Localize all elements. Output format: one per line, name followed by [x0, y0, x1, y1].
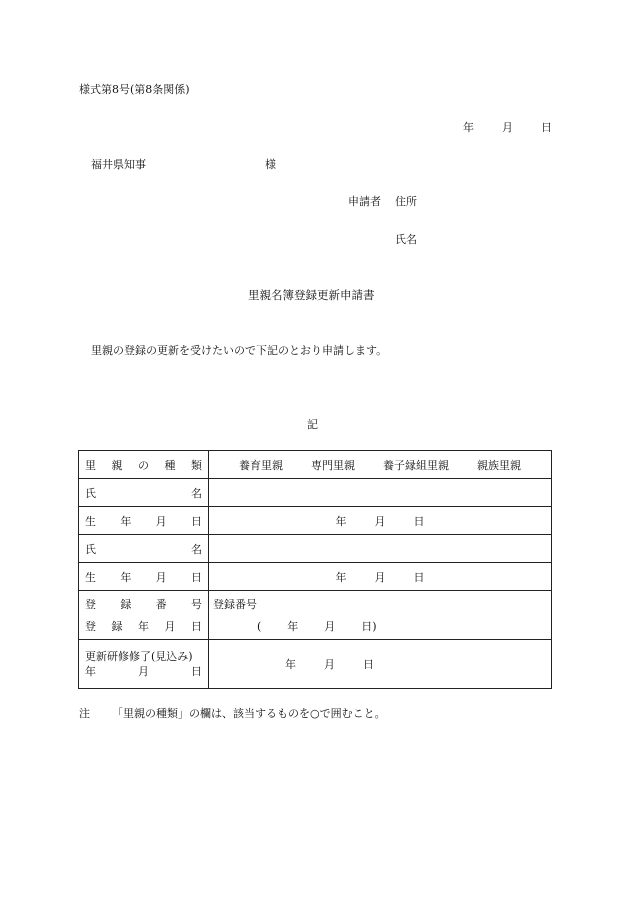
registration-field[interactable] [209, 591, 552, 640]
foster-type-label: 里 親 の 種 類 [79, 451, 209, 479]
document-title: 里親名簿登録更新申請書 [248, 288, 375, 302]
table-row-dob-1 [79, 507, 552, 535]
table-row-name-2 [79, 535, 552, 563]
registration-number-label: 登録番号 [213, 598, 257, 611]
training-date-field[interactable]: 年 月 日 [209, 640, 552, 689]
dob-field-2[interactable]: 年 月 日 [209, 563, 552, 591]
table-row-foster-type [79, 451, 552, 479]
record-heading: 記 [307, 418, 318, 431]
application-table [78, 450, 552, 689]
dob-label-1: 生 年 月 日 [79, 507, 209, 535]
training-label: 更新研修修了(見込み) 年 月 日 [79, 640, 209, 689]
date-month-label: 月 [502, 121, 513, 134]
option-kinship-foster[interactable]: 親族里親 [477, 458, 521, 472]
addressee-name: 福井県知事 [91, 158, 146, 171]
name-field-1[interactable] [209, 479, 552, 507]
table-row-training [79, 640, 552, 689]
applicant-name-label: 氏名 [395, 233, 417, 246]
table-row-registration [79, 591, 552, 640]
option-adoption-foster[interactable]: 養子縁組里親 [383, 458, 449, 472]
table-row-dob-2 [79, 563, 552, 591]
applicant-label: 申請者 [348, 195, 381, 208]
dob-label-2: 生 年 月 日 [79, 563, 209, 591]
date-year-label: 年 [463, 121, 474, 134]
application-statement: 里親の登録の更新を受けたいので下記のとおり申請します。 [91, 344, 388, 357]
option-foster-care[interactable]: 養育里親 [239, 458, 283, 472]
name-label-2: 氏 名 [79, 535, 209, 563]
name-field-2[interactable] [209, 535, 552, 563]
date-day-label: 日 [541, 121, 552, 134]
footnote [79, 705, 386, 721]
applicant-address-label: 住所 [395, 195, 417, 208]
addressee-honorific: 様 [265, 158, 276, 171]
registration-date-field: ( 年 月 日) [257, 620, 377, 633]
submission-date [463, 119, 552, 135]
option-specialized-foster[interactable]: 専門里親 [311, 458, 355, 472]
form-number: 様式第8号(第8条関係) [79, 83, 190, 96]
footnote-prefix: 注 [79, 707, 90, 720]
footnote-text: 「里親の種類」の欄は、該当するものを○で囲むこと。 [112, 707, 386, 720]
registration-label: 登 録 番 号 登 録 年 月 日 [79, 591, 209, 640]
name-label-1: 氏 名 [79, 479, 209, 507]
table-row-name-1 [79, 479, 552, 507]
foster-type-options [209, 451, 552, 479]
dob-field-1[interactable]: 年 月 日 [209, 507, 552, 535]
